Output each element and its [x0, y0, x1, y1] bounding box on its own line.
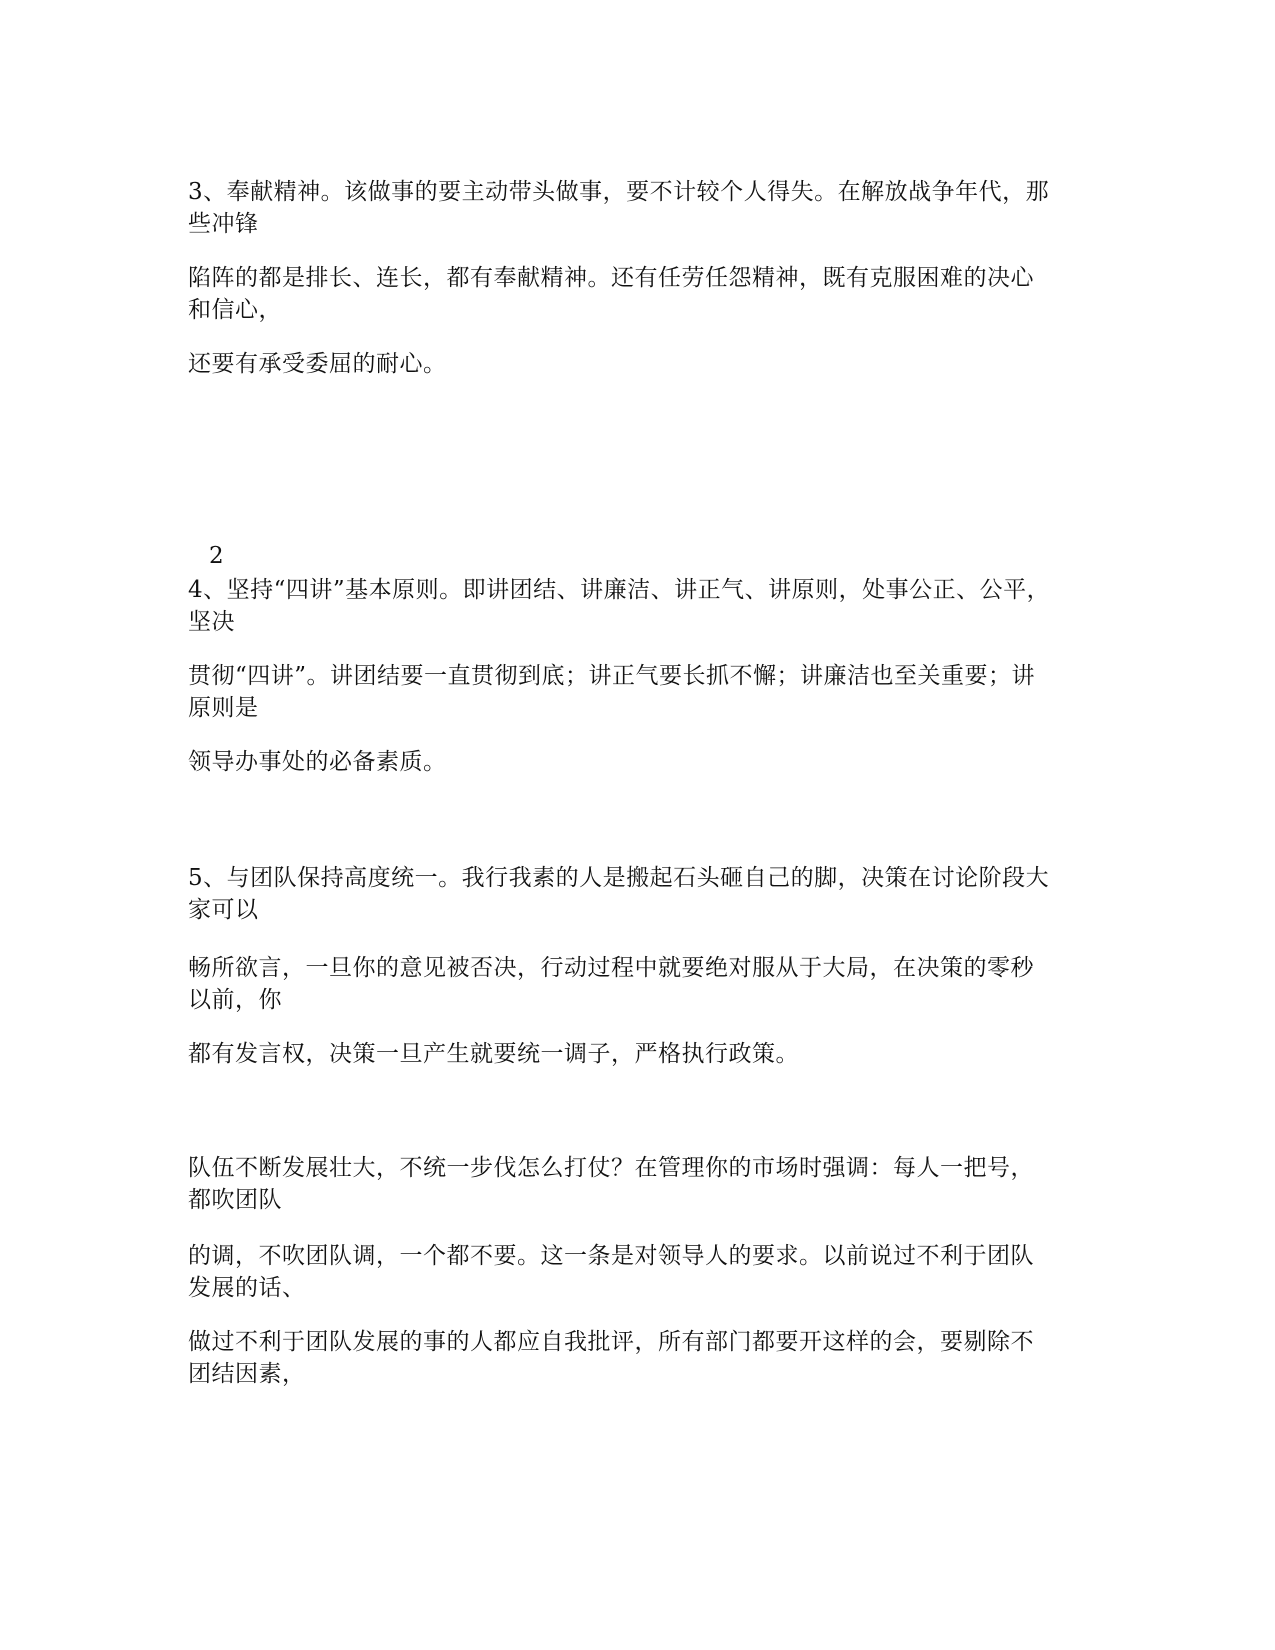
- page-number: 2: [209, 543, 224, 569]
- paragraph-team-unity-line-3: 都有发言权，决策一旦产生就要统一调子，严格执行政策。: [188, 1041, 799, 1067]
- paragraph-team-growth-line-1: 队伍不断发展壮大，不统一步伐怎么打仗？在管理你的市场时强调：每人一把号， 都吹团队: [188, 1155, 1034, 1213]
- paragraph-dedication-line-1: 3、奉献精神。该做事的要主动带头做事，要不计较个人得失。在解放战争年代，那 些冲锋: [188, 179, 1050, 237]
- paragraph-dedication-line-3: 还要有承受委屈的耐心。: [188, 351, 447, 377]
- paragraph-four-principles-line-2: 贯彻“四讲”。讲团结要一直贯彻到底；讲正气要长抓不懈；讲廉洁也至关重要；讲 原则是: [188, 663, 1036, 721]
- paragraph-team-growth-line-2: 的调，不吹团队调，一个都不要。这一条是对领导人的要求。以前说过不利于团队 发展的话、: [188, 1243, 1034, 1301]
- paragraph-team-unity-line-2: 畅所欲言，一旦你的意见被否决，行动过程中就要绝对服从于大局，在决策的零秒 以前，你: [188, 955, 1034, 1013]
- paragraph-team-unity-line-1: 5、与团队保持高度统一。我行我素的人是搬起石头砸自己的脚，决策在讨论阶段大 家可以: [188, 865, 1050, 923]
- paragraph-dedication-line-2: 陷阵的都是排长、连长，都有奉献精神。还有任劳任怨精神，既有克服困难的决心 和信心，: [188, 265, 1034, 323]
- paragraph-four-principles-line-1: 4、坚持“四讲”基本原则。即讲团结、讲廉洁、讲正气、讲原则，处事公正、公平， 坚决: [188, 577, 1051, 635]
- paragraph-team-growth-line-3: 做过不利于团队发展的事的人都应自我批评，所有部门都要开这样的会，要剔除不 团结因素，: [188, 1329, 1034, 1387]
- paragraph-four-principles-line-3: 领导办事处的必备素质。: [188, 749, 447, 775]
